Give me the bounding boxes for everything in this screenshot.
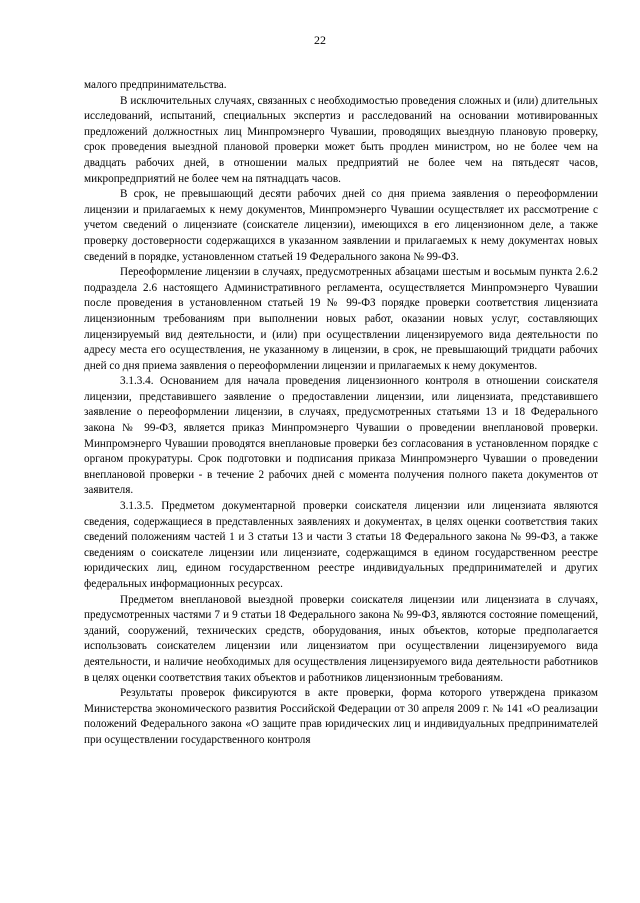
page-body-text [84, 78, 598, 749]
paragraph-unscheduled-onsite-inspection: Предметом внеплановой выездной проверки соискателя лицензии или лицензиата в случаях, предусмотренных частями 7 и 9 статьи 18 Федерального закона № 99-ФЗ, являются состояние помещений, зданий, сооружений, технических средств, оборудования, иных объектов, которые предполагается использовать соискателем лицензии или лицензиатом при осуществлении лицензируемого вида деятельности, и наличие необходимых для осуществления лицензируемого вида деятельности работников в целях оценки соответствия таких объектов и работников лицензионным требованиям. [84, 593, 598, 684]
paragraph-inspection-results: Результаты проверок фиксируются в акте проверки, форма которого утверждена приказом Министерства экономического развития Российской Федерации от 30 апреля 2009 г. № 141 «О реализации положений Федерального закона «О защите прав юридических лиц и индивидуальных предпринимателей при осуществлении государственного контроля [84, 687, 598, 746]
page-number: 22 [314, 33, 326, 47]
paragraph-3-1-3-5: 3.1.3.5. Предметом документарной проверки соискателя лицензии или лицензиата являются сведения, содержащиеся в представленных заявлениях и документах, в целях оценки соответствия таких сведений положениям частей 1 и 3 статьи 13 и части 3 статьи 18 Федерального закона № 99-ФЗ, а также сведениям о соискателе лицензии или лицензиате, содержащимся в едином государственном реестре юридических лиц, едином государственном реестре индивидуальных предпринимателей и других федеральных информационных ресурсах. [84, 500, 598, 590]
paragraph-continuation: малого предпринимательства. [84, 79, 227, 91]
paragraph-license-reissue-review: В срок, не превышающий десяти рабочих дней со дня приема заявления о переоформлении лицензии и прилагаемых к нему документов, Минпромэнерго Чувашии осуществляет их рассмотрение с учетом сведений о лицензиате (соискателе лицензии), имеющихся в его лицензионном деле, а также проверку достоверности содержащихся в указанном заявлении и прилагаемых к нему документах новых сведений в порядке, установленном статьей 19 Федерального закона № 99-ФЗ. [84, 188, 598, 263]
paragraph-3-1-3-4: 3.1.3.4. Основанием для начала проведения лицензионного контроля в отношении соискателя лицензии, представившего заявление о предоставлении лицензии, или лицензиата, представившего заявление о переоформлении лицензии, в случаях, предусмотренных статьями 13 и 18 Федерального закона № 99-ФЗ, является приказ Минпромэнерго Чувашии о проведении внеплановой проверки. Минпромэнерго Чувашии проводятся внеплановые проверки без согласования в установленном порядке с органом прокуратуры. Срок подготовки и подписания приказа Минпромэнерго Чувашии о проведении внеплановой проверки - в течение 2 рабочих дней с момента получения полного пакета документов от заявителя. [84, 375, 598, 497]
paragraph-extension-of-inspection-term: В исключительных случаях, связанных с необходимостью проведения сложных и (или) длительных исследований, испытаний, специальных экспертиз и расследований на основании мотивированных предложений должностных лиц Минпромэнерго Чувашии, проводящих выездную плановую проверку, срок проведения выездной плановой проверки может быть продлен министром, но не более чем на двадцать рабочих дней, в отношении малых предприятий не более чем на пятьдесят часов, микропредприятий не более чем на пятнадцать часов. [84, 94, 598, 185]
paragraph-license-reissue-cases: Переоформление лицензии в случаях, предусмотренных абзацами шестым и восьмым пункта 2.6.2 подраздела 2.6 настоящего Административного регламента, осуществляется Минпромэнерго Чувашии после проведения в установленном статьей 19 № 99-ФЗ порядке проверки соответствия лицензиата лицензионным требованиям при выполнении новых работ, оказании новых услуг, составляющих лицензируемый вид деятельности, и (или) при осуществлении лицензируемого вида деятельности по адресу места его осуществления, не указанному в лицензии, в срок, не превышающий тридцати рабочих дней со дня приема заявления о переоформлении лицензии и прилагаемых к нему документов. [84, 266, 598, 372]
